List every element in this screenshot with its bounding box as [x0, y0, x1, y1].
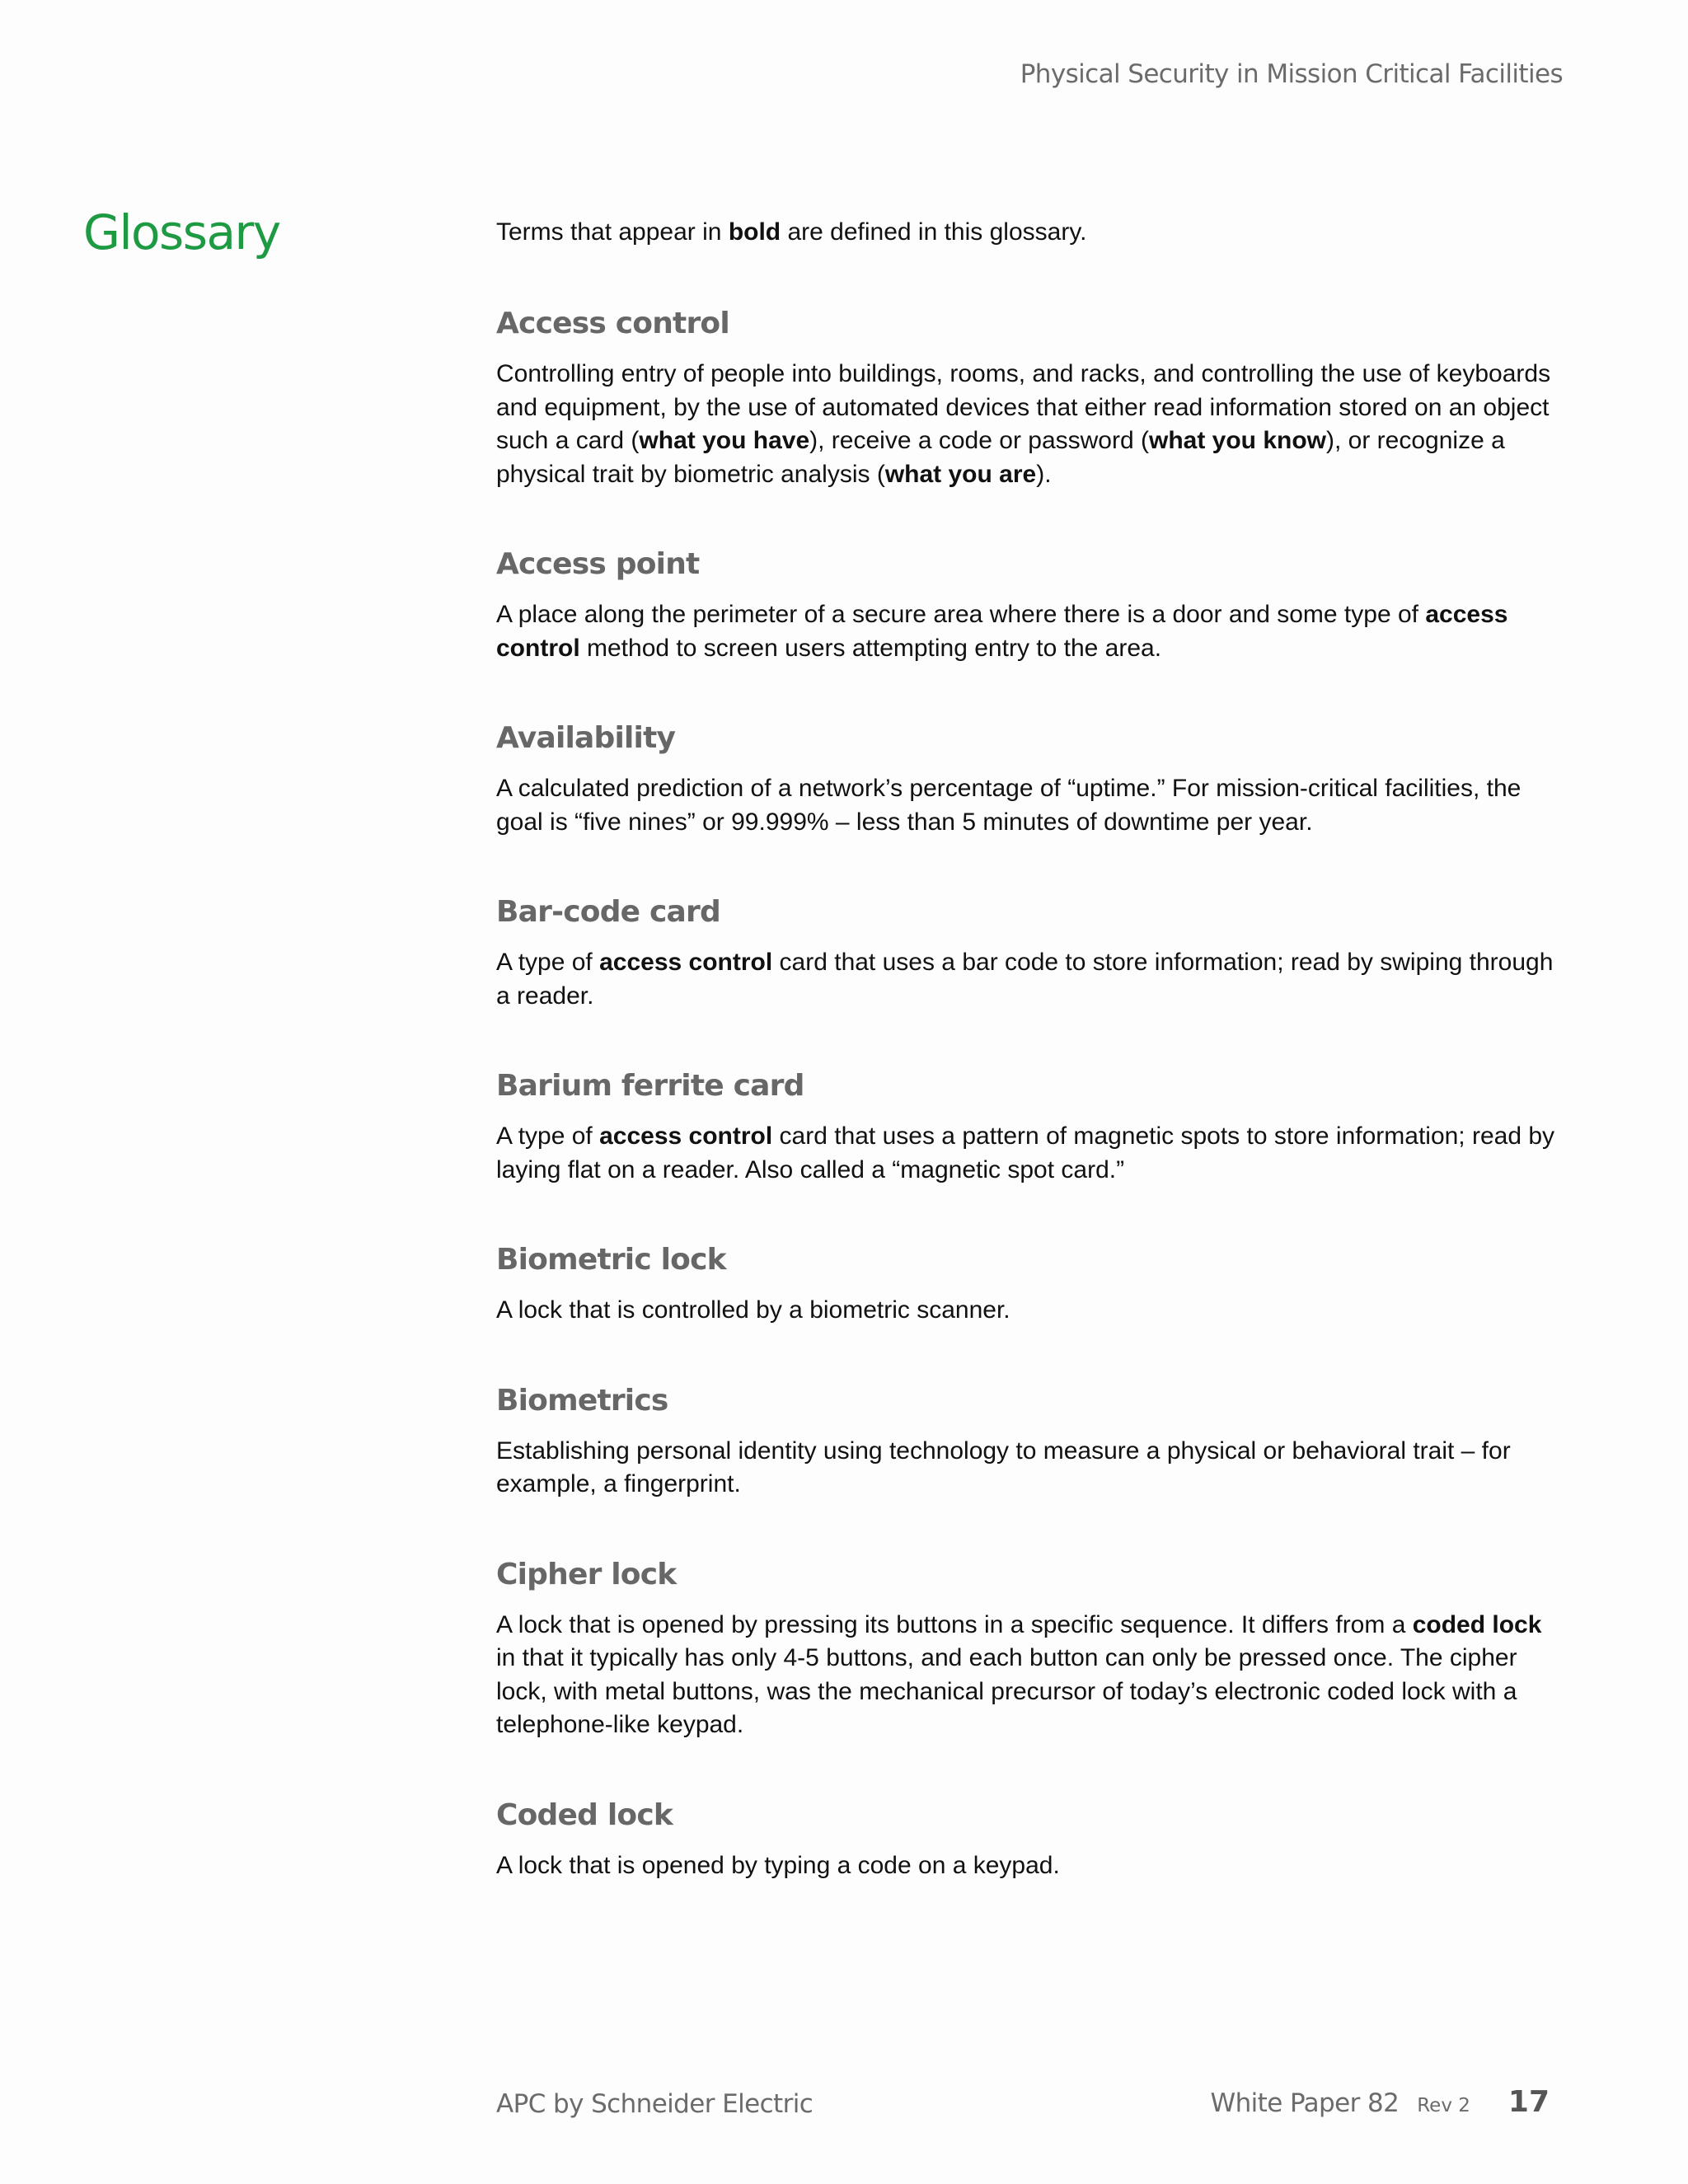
text-run: A lock that is controlled by a biometric scanner. [496, 1296, 1010, 1324]
text-run: ), receive a code or password ( [809, 427, 1149, 454]
glossary-entry [496, 546, 1559, 665]
glossary-entry [496, 1067, 1559, 1187]
text-run: A lock that is opened by typing a code on a keypad. [496, 1851, 1060, 1879]
bold-term-reference: access control [599, 1122, 773, 1150]
text-run: A calculated prediction of a network’s percentage of “uptime.” For mission-critical facilities, the goal is “five nines” or 99.999% – less than 5 minutes of downtime per year. [496, 775, 1522, 836]
glossary-entry [496, 893, 1559, 1013]
bold-term-reference: what you have [639, 427, 810, 454]
glossary-definition [496, 1609, 1559, 1742]
text-run: A type of [496, 1122, 600, 1150]
glossary-term: Access point [496, 547, 700, 581]
page-number: 17 [1507, 2085, 1550, 2119]
glossary-term: Barium ferrite card [496, 1069, 804, 1103]
footer-paper-title: White Paper 82 [1210, 2088, 1400, 2118]
text-run: card that uses a pattern of magnetic spots to store information; read by laying flat on a reader. Also called a “magnetic spot card.” [496, 1122, 1555, 1183]
footer-paper-info [1211, 2085, 1550, 2119]
text-run: ), or recognize a physical trait by biometric analysis ( [496, 427, 1505, 488]
glossary-term: Access control [496, 307, 729, 340]
bold-term-reference: what you are [884, 460, 1037, 488]
glossary-entries [496, 305, 1559, 1882]
glossary-term: Cipher lock [496, 1557, 677, 1591]
text-run: ). [1036, 460, 1052, 488]
text-run: A place along the perimeter of a secure area where there is a door and some type of [496, 601, 1426, 628]
glossary-definition [496, 1294, 1559, 1328]
text-run: A lock that is opened by pressing its buttons in a specific sequence. It differs from a [496, 1610, 1413, 1638]
text-run: A type of [496, 949, 600, 976]
glossary-definition [496, 1435, 1559, 1502]
glossary-definition [496, 946, 1559, 1013]
glossary-entry [496, 719, 1559, 839]
glossary-definition [496, 1849, 1559, 1883]
glossary-entry [496, 305, 1559, 491]
footer-revision: Rev 2 [1417, 2095, 1470, 2116]
glossary-entry [496, 1556, 1559, 1742]
glossary-term: Bar-code card [496, 895, 720, 929]
text-run: Controlling entry of people into buildings, rooms, and racks, and controlling the use of keyboards and equipment, by the use of automated devices that either read information stored on an object such a card ( [496, 360, 1551, 454]
glossary-content [496, 215, 1559, 1937]
glossary-entry [496, 1382, 1559, 1502]
glossary-entry [496, 1797, 1559, 1883]
glossary-term: Biometric lock [496, 1243, 726, 1277]
glossary-term: Coded lock [496, 1797, 673, 1832]
glossary-definition [496, 358, 1559, 491]
glossary-entry [496, 1241, 1559, 1328]
text-run: in that it typically has only 4-5 buttons, and each button can only be pressed once. The cipher lock, with metal buttons, was the mechanical precursor of today’s electronic coded lock with a telephone-like keypad. [496, 1644, 1517, 1738]
text-run: Terms that appear in [496, 218, 729, 246]
glossary-intro [496, 215, 1559, 249]
glossary-definition [496, 598, 1559, 665]
bold-term-reference: access control [599, 949, 773, 976]
text-run: method to screen users attempting entry to the area. [579, 634, 1162, 662]
glossary-definition [496, 772, 1559, 839]
text-run: Establishing personal identity using technology to measure a physical or behavioral trait – for example, a fingerprint. [496, 1436, 1511, 1497]
glossary-definition [496, 1120, 1559, 1187]
text-run: are defined in this glossary. [781, 218, 1087, 246]
running-header: Physical Security in Mission Critical Facilities [1020, 59, 1563, 89]
bold-term-reference: access control [496, 601, 1508, 662]
section-title: Glossary [83, 204, 280, 260]
footer-publisher: APC by Schneider Electric [496, 2089, 814, 2119]
glossary-term: Availability [496, 721, 676, 755]
bold-term-reference: what you know [1148, 427, 1326, 454]
bold-term-reference: bold [728, 218, 781, 246]
bold-term-reference: coded lock [1412, 1610, 1542, 1638]
text-run: card that uses a bar code to store information; read by swiping through a reader. [496, 949, 1554, 1010]
glossary-term: Biometrics [496, 1383, 668, 1418]
